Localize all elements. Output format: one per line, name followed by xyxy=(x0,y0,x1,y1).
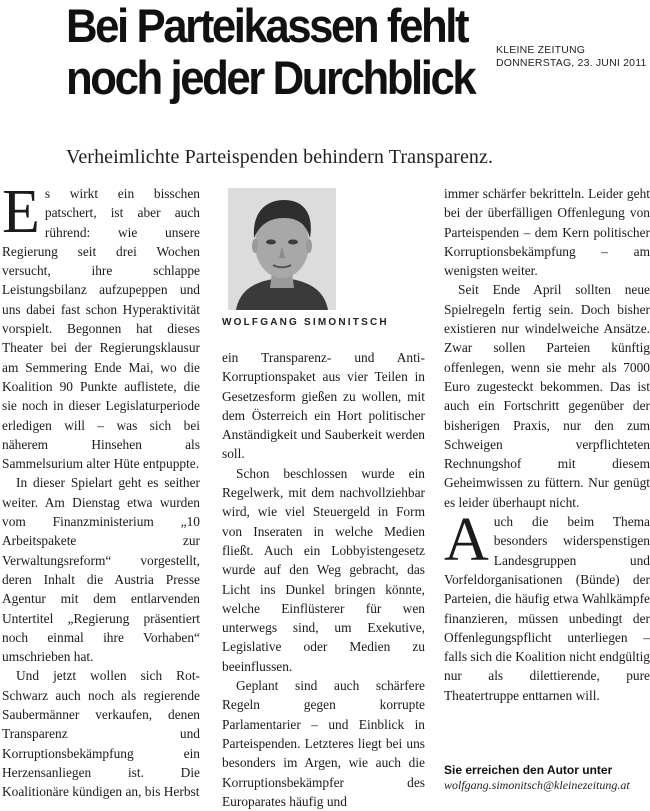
author-photo xyxy=(228,188,336,310)
article-paragraph: ein Transparenz- und Anti-Korruptionspaket aus vier Teilen in Gesetzesform gießen zu wollen, mit dem Österreich ein Hort politischer Anständigkeit und Sauberkeit werden soll. xyxy=(222,350,425,462)
author-email-link[interactable]: wolfgang.simonitsch@kleinezeitung.at xyxy=(444,778,630,792)
article-column-2 xyxy=(222,348,425,811)
article-column-3 xyxy=(444,184,650,705)
paragraph-text: uch die beim Thema besonders widerspenstigen Landesgruppen und Vorfeldorganisationen (Bünde) der Parteien, die häufig etwa Wahlkämpfe finanzieren, müssen unbedingt der Offenlegungspflicht unterliegen – falls sich die Koalition nicht endgültig nur als dilettierende, pure Theatertruppe enttarnen will. xyxy=(444,514,650,703)
article-paragraph xyxy=(444,506,650,705)
headline-line-1: Bei Parteikassen fehlt xyxy=(66,0,468,52)
article-paragraph: Schon beschlossen wurde ein Regelwerk, mit dem nachvollziehbar wird, wie viel Steuergeld in Form von Inseraten in welche Medien fließt. Auch ein Lobbyistengesetz wurde auf den Weg gebracht, das Licht ins Dunkel bringen könnte, welche Einflüsterer für wen unterwegs sind, um Exekutive, Legislative oder Medien zu beeinflussen. xyxy=(222,465,425,674)
article-paragraph: Seit Ende April sollten neue Spielregeln fertig sein. Doch bisher existieren nur windelweiche Ansätze. Zwar sollen Parteien künftig offenlegen, wenn sie mehr als 7000 Euro zugesteckt bekommen. Das ist auch ein Fortschritt gegenüber der bisherigen Praxis, nur den zum Schweigen verpflichteten Rechnungshof mit diesem Geheimwissen zu füttern. Nur genügt es leider überhaupt nicht. xyxy=(444,282,650,510)
article-column-1 xyxy=(2,178,200,802)
paragraph-text: s wirkt ein bisschen patschert, ist aber auch rührend: wie unsere Regierung seit drei Wochen versucht, ihre schlappe Leistungsbilanz aufzupeppen und uns dabei fast schon Hyperaktivität vorspielt. Begonnen hat dieses Theater bei der Regierungsklausur am Semmering Ende Mai, wo die Koalition 90 Punkte auflistete, die sie noch in dieser Legislaturperiode erledigen will – was sich bei näherem Hinsehen als Sammelsurium alter Hüte entpuppte. xyxy=(2,186,200,472)
headline-line-2: noch jeder Durchblick xyxy=(66,51,475,104)
article-paragraph: immer schärfer bekritteln. Leider geht bei der überfälligen Offenlegung von Parteispenden – dem Kern politischer Korruptionsbekämpfung – am wenigsten weiter. xyxy=(444,186,650,279)
author-portrait-image xyxy=(228,188,336,310)
headline xyxy=(66,0,474,104)
article-paragraph: Und jetzt wollen sich Rot-Schwarz auch noch als regierende Saubermänner verkaufen, denen Transparenz und Korruptionsbekämpfung ein Herzensanliegen ist. Die Koalitionäre kündigen an, bis Herbst xyxy=(2,668,200,800)
article-paragraph xyxy=(2,178,200,473)
author-contact-label: Sie erreichen den Autor unter xyxy=(444,763,613,777)
source-info xyxy=(496,44,647,70)
publication-date: DONNERSTAG, 23. JUNI 2011 xyxy=(496,57,647,69)
article-paragraph: Geplant sind auch schärfere Regeln gegen korrupte Parlamentarier – und Einblick in Parteispenden. Letzteres liegt bei uns besonders im Argen, wie auch die Korruptionsbekämpfer des Europarates häufig und xyxy=(222,678,425,809)
author-name: WOLFGANG SIMONITSCH xyxy=(222,317,389,328)
drop-cap: A xyxy=(444,506,489,575)
article-paragraph: In dieser Spielart geht es seither weiter. Am Dienstag etwa wurden vom Finanzministerium „10 Arbeitspakete zur Verwaltungsreform“ vorgestellt, deren Inhalt die Austria Presse Agentur mit dem entlarvenden Untertitel „Regierung präsentiert noch einmal ihre Vorhaben“ umschrieben hat. xyxy=(2,475,200,665)
drop-cap: E xyxy=(2,178,40,246)
publication-name: KLEINE ZEITUNG xyxy=(496,44,586,56)
subheadline: Verheimlichte Parteispenden behindern Transparenz. xyxy=(66,146,494,168)
